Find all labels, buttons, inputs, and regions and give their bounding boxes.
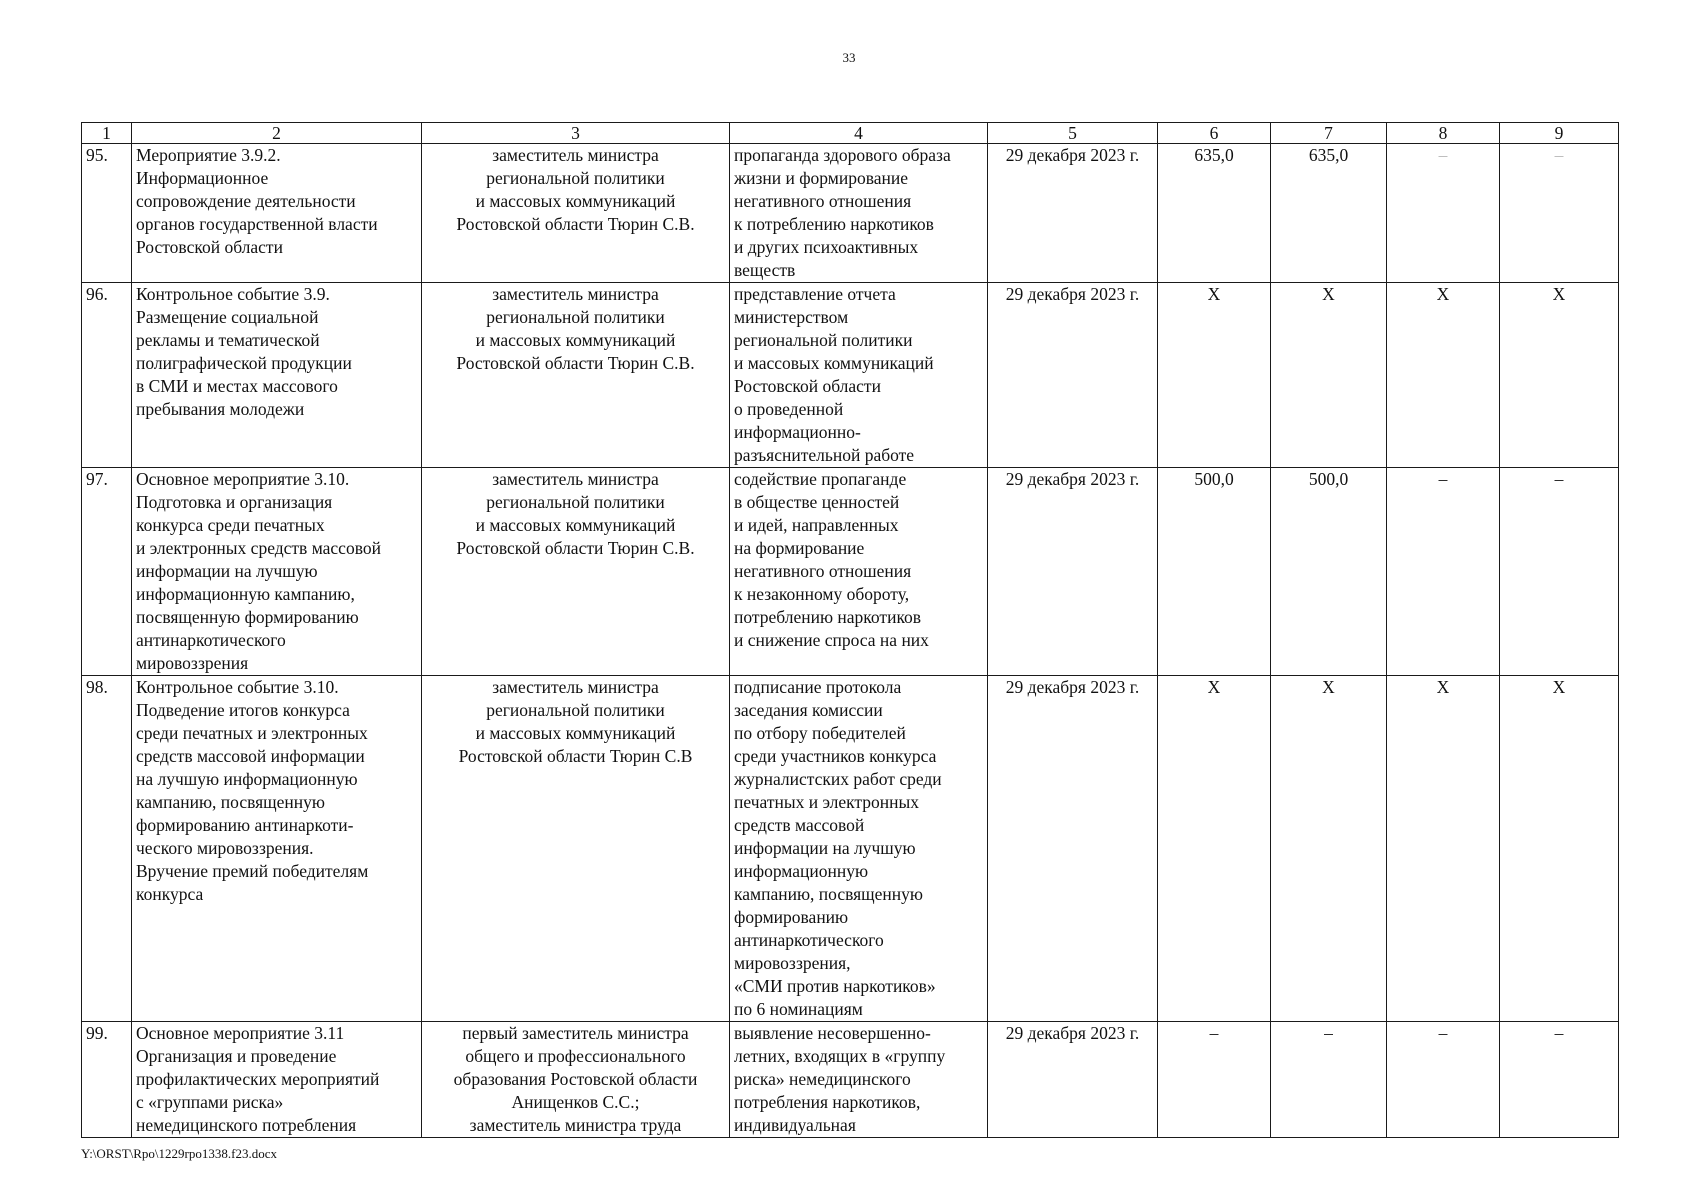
expected-result bbox=[730, 676, 988, 1022]
responsible-person-line: и массовых коммуникаций bbox=[475, 723, 676, 743]
file-path: Y:\ORST\Rpo\1229rpo1338.f23.docx bbox=[81, 1146, 277, 1161]
value-cell-7: 635,0 bbox=[1271, 144, 1387, 283]
activity-name-line: Информационное bbox=[136, 168, 269, 188]
activity-name-line: Контрольное событие 3.9. bbox=[136, 284, 330, 304]
activity-name-line: Подготовка и организация bbox=[136, 492, 333, 512]
responsible-person bbox=[422, 144, 730, 283]
expected-result-line: разъяснительной работе bbox=[734, 445, 915, 465]
activity-name-line: информационную кампанию, bbox=[136, 584, 355, 604]
deadline-date: 29 декабря 2023 г. bbox=[988, 283, 1158, 468]
column-header: 3 bbox=[422, 123, 730, 144]
activity-name-line: и электронных средств массовой bbox=[136, 538, 381, 558]
deadline-date: 29 декабря 2023 г. bbox=[988, 1022, 1158, 1138]
expected-result-line: и идей, направленных bbox=[734, 515, 899, 535]
responsible-person-line: общего и профессионального bbox=[465, 1046, 686, 1066]
expected-result-line: «СМИ против наркотиков» bbox=[734, 976, 936, 996]
activity-name-line: посвященную формированию bbox=[136, 607, 359, 627]
value-cell-8: Х bbox=[1387, 283, 1500, 468]
activity-name bbox=[132, 144, 422, 283]
expected-result-line: журналистских работ среди bbox=[734, 769, 942, 789]
row-number: 98. bbox=[82, 676, 132, 1022]
column-header: 1 bbox=[82, 123, 132, 144]
expected-result-line: информации на лучшую bbox=[734, 838, 916, 858]
activity-name-line: Мероприятие 3.9.2. bbox=[136, 145, 281, 165]
row-number: 97. bbox=[82, 468, 132, 676]
expected-result-line: среди участников конкурса bbox=[734, 746, 937, 766]
value-cell-6: 500,0 bbox=[1158, 468, 1271, 676]
responsible-person-line: заместитель министра bbox=[492, 284, 659, 304]
expected-result-line: кампанию, посвященную bbox=[734, 884, 923, 904]
responsible-person-line: заместитель министра bbox=[492, 677, 659, 697]
responsible-person-line: Ростовской области Тюрин С.В bbox=[458, 746, 693, 766]
value-cell-6: 635,0 bbox=[1158, 144, 1271, 283]
value-cell-9: – bbox=[1500, 1022, 1619, 1138]
activity-name-line: Основное мероприятие 3.10. bbox=[136, 469, 350, 489]
plan-table bbox=[81, 122, 1619, 1138]
activity-name-line: конкурса среди печатных bbox=[136, 515, 325, 535]
table-row bbox=[82, 1022, 1619, 1138]
responsible-person-line: заместитель министра bbox=[492, 469, 659, 489]
expected-result bbox=[730, 468, 988, 676]
row-number: 95. bbox=[82, 144, 132, 283]
expected-result-line: по отбору победителей bbox=[734, 723, 906, 743]
expected-result-line: пропаганда здорового образа bbox=[734, 145, 951, 165]
deadline-date: 29 декабря 2023 г. bbox=[988, 468, 1158, 676]
table-row bbox=[82, 283, 1619, 468]
value-cell-9: – bbox=[1500, 144, 1619, 283]
activity-name-line: немедицинского потребления bbox=[136, 1115, 357, 1135]
activity-name bbox=[132, 283, 422, 468]
page-number: 33 bbox=[842, 50, 856, 65]
expected-result-line: печатных и электронных bbox=[734, 792, 920, 812]
table-row bbox=[82, 676, 1619, 1022]
activity-name-line: информации на лучшую bbox=[136, 561, 318, 581]
value-cell-7: – bbox=[1271, 1022, 1387, 1138]
value-cell-9: – bbox=[1500, 468, 1619, 676]
value-cell-6: Х bbox=[1158, 676, 1271, 1022]
expected-result-line: негативного отношения bbox=[734, 561, 912, 581]
expected-result-line: по 6 номинациям bbox=[734, 999, 863, 1019]
responsible-person bbox=[422, 283, 730, 468]
activity-name bbox=[132, 1022, 422, 1138]
activity-name-line: Основное мероприятие 3.11 bbox=[136, 1023, 345, 1043]
value-cell-9: Х bbox=[1500, 283, 1619, 468]
responsible-person-line: и массовых коммуникаций bbox=[475, 191, 676, 211]
activity-name-line: кампанию, посвященную bbox=[136, 792, 325, 812]
activity-name-line: рекламы и тематической bbox=[136, 330, 320, 350]
column-header: 2 bbox=[132, 123, 422, 144]
expected-result-line: региональной политики bbox=[734, 330, 913, 350]
expected-result-line: риска» немедицинского bbox=[734, 1069, 911, 1089]
responsible-person bbox=[422, 1022, 730, 1138]
expected-result-line: о проведенной bbox=[734, 399, 844, 419]
activity-name-line: Размещение социальной bbox=[136, 307, 319, 327]
activity-name-line: Вручение премий победителям bbox=[136, 861, 369, 881]
activity-name-line: среди печатных и электронных bbox=[136, 723, 368, 743]
expected-result-line: потребления наркотиков, bbox=[734, 1092, 921, 1112]
expected-result-line: и других психоактивных bbox=[734, 237, 919, 257]
value-cell-7: Х bbox=[1271, 676, 1387, 1022]
expected-result-line: Ростовской области bbox=[734, 376, 881, 396]
value-cell-6: – bbox=[1158, 1022, 1271, 1138]
activity-name-line: на лучшую информационную bbox=[136, 769, 358, 789]
deadline-date: 29 декабря 2023 г. bbox=[988, 676, 1158, 1022]
column-header: 4 bbox=[730, 123, 988, 144]
activity-name-line: конкурса bbox=[136, 884, 204, 904]
activity-name-line: профилактических мероприятий bbox=[136, 1069, 380, 1089]
activity-name-line: органов государственной власти bbox=[136, 214, 378, 234]
expected-result-line: на формирование bbox=[734, 538, 865, 558]
activity-name-line: пребывания молодежи bbox=[136, 399, 305, 419]
responsible-person-line: заместитель министра bbox=[492, 145, 659, 165]
expected-result bbox=[730, 283, 988, 468]
activity-name bbox=[132, 676, 422, 1022]
value-cell-7: 500,0 bbox=[1271, 468, 1387, 676]
expected-result-line: в обществе ценностей bbox=[734, 492, 900, 512]
responsible-person bbox=[422, 676, 730, 1022]
expected-result-line: средств массовой bbox=[734, 815, 865, 835]
activity-name-line: формированию антинаркоти- bbox=[136, 815, 354, 835]
expected-result-line: подписание протокола bbox=[734, 677, 902, 697]
expected-result-line: мировоззрения, bbox=[734, 953, 851, 973]
expected-result-line: и снижение спроса на них bbox=[734, 630, 929, 650]
activity-name-line: полиграфической продукции bbox=[136, 353, 352, 373]
activity-name-line: Организация и проведение bbox=[136, 1046, 337, 1066]
activity-name-line: антинаркотического bbox=[136, 630, 286, 650]
responsible-person-line: заместитель министра труда bbox=[469, 1115, 682, 1135]
expected-result-line: жизни и формирование bbox=[734, 168, 909, 188]
expected-result-line: к незаконному обороту, bbox=[734, 584, 910, 604]
activity-name-line: средств массовой информации bbox=[136, 746, 365, 766]
expected-result-line: веществ bbox=[734, 260, 796, 280]
expected-result-line: индивидуальная bbox=[734, 1115, 856, 1135]
activity-name-line: Ростовской области bbox=[136, 237, 283, 257]
activity-name-line: ческого мировоззрения. bbox=[136, 838, 314, 858]
responsible-person-line: региональной политики bbox=[486, 492, 665, 512]
responsible-person-line: и массовых коммуникаций bbox=[475, 515, 676, 535]
table-row bbox=[82, 468, 1619, 676]
expected-result-line: и массовых коммуникаций bbox=[734, 353, 934, 373]
expected-result bbox=[730, 1022, 988, 1138]
value-cell-6: Х bbox=[1158, 283, 1271, 468]
responsible-person-line: первый заместитель министра bbox=[462, 1023, 689, 1043]
responsible-person bbox=[422, 468, 730, 676]
expected-result-line: информационную bbox=[734, 861, 869, 881]
activity-name-line: в СМИ и местах массового bbox=[136, 376, 338, 396]
header-row bbox=[82, 123, 1619, 144]
responsible-person-line: региональной политики bbox=[486, 700, 665, 720]
expected-result-line: к потреблению наркотиков bbox=[734, 214, 934, 234]
expected-result-line: антинаркотического bbox=[734, 930, 884, 950]
expected-result-line: потреблению наркотиков bbox=[734, 607, 922, 627]
expected-result-line: формированию bbox=[734, 907, 849, 927]
responsible-person-line: Ростовской области Тюрин С.В. bbox=[456, 353, 695, 373]
activity-name-line: Подведение итогов конкурса bbox=[136, 700, 350, 720]
expected-result-line: негативного отношения bbox=[734, 191, 912, 211]
expected-result-line: летних, входящих в «группу bbox=[734, 1046, 946, 1066]
activity-name-line: мировоззрения bbox=[136, 653, 249, 673]
value-cell-7: Х bbox=[1271, 283, 1387, 468]
column-header: 6 bbox=[1158, 123, 1271, 144]
responsible-person-line: Анищенков С.С.; bbox=[511, 1092, 640, 1112]
column-header: 9 bbox=[1500, 123, 1619, 144]
column-header: 7 bbox=[1271, 123, 1387, 144]
row-number: 96. bbox=[82, 283, 132, 468]
activity-name-line: сопровождение деятельности bbox=[136, 191, 356, 211]
expected-result-line: выявление несовершенно- bbox=[734, 1023, 931, 1043]
table-row bbox=[82, 144, 1619, 283]
responsible-person-line: образования Ростовской области bbox=[453, 1069, 698, 1089]
expected-result-line: представление отчета bbox=[734, 284, 896, 304]
expected-result-line: министерством bbox=[734, 307, 849, 327]
column-header: 8 bbox=[1387, 123, 1500, 144]
deadline-date: 29 декабря 2023 г. bbox=[988, 144, 1158, 283]
activity-name-line: с «группами риска» bbox=[136, 1092, 284, 1112]
activity-name bbox=[132, 468, 422, 676]
value-cell-8: Х bbox=[1387, 676, 1500, 1022]
expected-result-line: заседания комиссии bbox=[734, 700, 883, 720]
expected-result-line: содействие пропаганде bbox=[734, 469, 907, 489]
responsible-person-line: Ростовской области Тюрин С.В. bbox=[456, 214, 695, 234]
expected-result-line: информационно- bbox=[734, 422, 861, 442]
responsible-person-line: региональной политики bbox=[486, 168, 665, 188]
row-number: 99. bbox=[82, 1022, 132, 1138]
activity-name-line: Контрольное событие 3.10. bbox=[136, 677, 339, 697]
value-cell-8: – bbox=[1387, 468, 1500, 676]
expected-result bbox=[730, 144, 988, 283]
responsible-person-line: региональной политики bbox=[486, 307, 665, 327]
value-cell-8: – bbox=[1387, 1022, 1500, 1138]
value-cell-8: – bbox=[1387, 144, 1500, 283]
column-header: 5 bbox=[988, 123, 1158, 144]
value-cell-9: Х bbox=[1500, 676, 1619, 1022]
responsible-person-line: и массовых коммуникаций bbox=[475, 330, 676, 350]
responsible-person-line: Ростовской области Тюрин С.В. bbox=[456, 538, 695, 558]
